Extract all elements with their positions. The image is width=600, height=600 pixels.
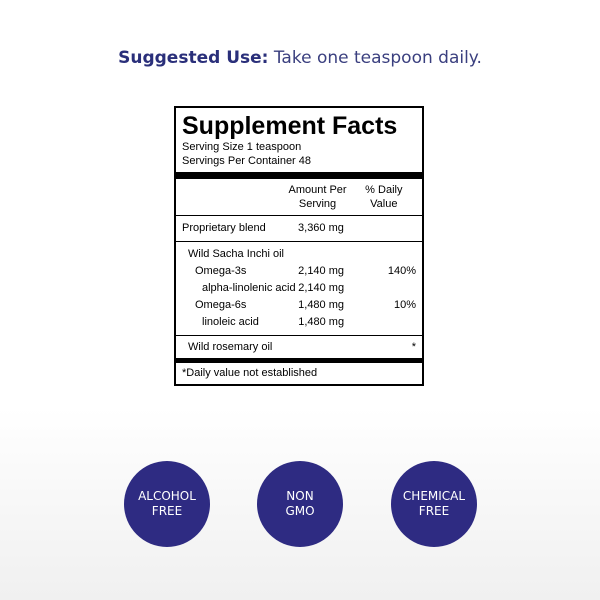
facts-section-rosemary — [176, 336, 422, 358]
facts-title: Supplement Facts — [182, 112, 398, 140]
facts-row: Omega-6s 1,480 mg 10% — [195, 299, 417, 311]
facts-column-header — [176, 179, 422, 216]
facts-section-oils — [176, 242, 422, 336]
facts-row: Proprietary blend 3,360 mg — [182, 222, 344, 234]
facts-row: Wild Sacha Inchi oil — [188, 248, 284, 260]
facts-row: Wild rosemary oil * — [188, 341, 416, 353]
thick-divider — [176, 172, 422, 179]
facts-section-blend — [176, 216, 422, 242]
amount-per-serving-header: Amount Per Serving — [288, 184, 347, 210]
daily-value-header: % Daily Value — [365, 184, 403, 210]
suggested-use — [0, 48, 600, 68]
suggested-use-text: Take one teaspoon daily. — [273, 48, 482, 68]
non-gmo-badge: NON GMO — [257, 461, 343, 547]
facts-row: Omega-3s 2,140 mg 140% — [195, 265, 417, 277]
facts-footnote: *Daily value not established — [182, 367, 318, 379]
facts-row: alpha-linolenic acid 2,140 mg — [202, 282, 345, 294]
suggested-use-label: Suggested Use: — [118, 48, 269, 68]
alcohol-free-badge: ALCOHOL FREE — [124, 461, 210, 547]
facts-row: linoleic acid 1,480 mg — [202, 316, 345, 328]
chemical-free-badge: CHEMICAL FREE — [391, 461, 477, 547]
serving-size: Serving Size 1 teaspoon — [182, 141, 302, 153]
servings-per-container: Servings Per Container 48 — [182, 155, 312, 167]
supplement-facts-panel — [174, 106, 424, 386]
